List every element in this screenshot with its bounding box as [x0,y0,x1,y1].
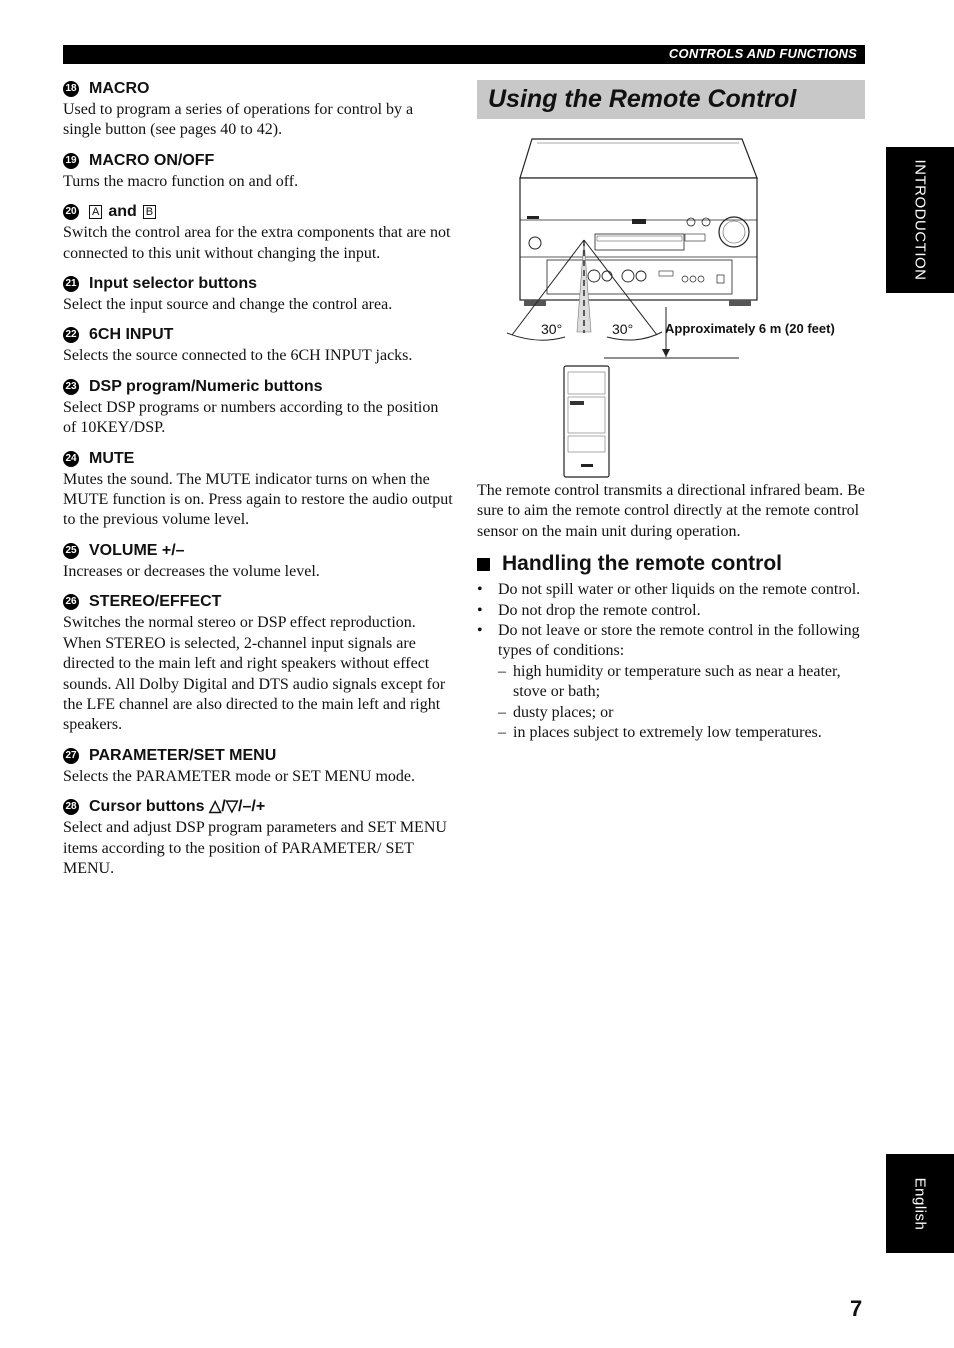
list-item: • Do not leave or store the remote control in the following types of conditions: [477,622,860,660]
item-title: MACRO ON/OFF [89,151,215,169]
section-title: Handling the remote control [502,552,783,576]
conditions-list [477,662,865,744]
item-number: 18 [63,81,79,97]
page-number: 7 [850,1296,863,1321]
intro-paragraph: The remote control transmits a directional infrared beam. Be sure to aim the remote control directly at the remote control sensor on the main unit during operation. [477,482,865,540]
item-number: 19 [63,153,79,169]
list-item: • Do not spill water or other liquids on the remote control. [477,581,861,599]
angle-right-label: 30° [612,321,634,337]
title-box [477,80,865,119]
box-b-key: B [143,205,156,219]
item-stereo-effect [63,591,453,735]
item-title: VOLUME +/– [89,541,185,559]
right-column [477,80,865,743]
item-title: Input selector buttons [89,275,257,293]
item-title: MACRO [89,80,150,97]
item-number: 27 [63,748,79,764]
item-a-and-b [63,201,453,264]
item-title: and [108,203,137,221]
item-parameter-set-menu [63,745,453,787]
side-tab-introduction [886,147,954,293]
item-number: 23 [63,379,79,395]
item-body: Selects the source connected to the 6CH INPUT jacks. [63,347,413,365]
item-6ch-input [63,324,453,366]
item-number: 24 [63,451,79,467]
item-body: Turns the macro function on and off. [63,172,299,190]
list-item: – dusty places; or [498,703,614,721]
item-number: 25 [63,543,79,559]
item-macro [63,78,453,141]
item-title: Cursor buttons △/▽/–/+ [89,798,266,816]
item-number: 22 [63,327,79,343]
remote-control-figure [477,119,865,479]
list-item: • Do not drop the remote control. [477,601,701,619]
item-input-selector [63,273,453,315]
item-body: Selects the PARAMETER mode or SET MENU mode. [63,767,415,785]
item-number: 21 [63,276,79,292]
item-body: Increases or decreases the volume level. [63,562,320,580]
list-item: – in places subject to extremely low temperatures. [498,724,822,742]
left-column [63,78,453,888]
item-cursor-buttons [63,796,453,879]
item-body: Switch the control area for the extra components that are not connected to this unit without changing the input. [63,224,451,262]
item-number: 20 [63,204,79,220]
item-body: Used to program a series of operations for control by a single button (see pages 40 to 42). [63,101,414,139]
item-dsp-program [63,376,453,439]
item-macro-on-off [63,150,453,192]
item-number: 28 [63,799,79,815]
item-mute [63,448,453,531]
distance-label: Approximately 6 m (20 feet) [665,321,835,336]
item-body: Switches the normal stereo or DSP effect reproduction. When STEREO is selected, 2-channel input signals are directed to the main left and right speakers without effect sounds. All Dolby Digital and DTS audio signals except for the LFE channel are also directed to the main left and right speakers. [63,614,446,734]
box-a-key: A [89,205,102,219]
handling-list [477,580,865,662]
item-title: DSP program/Numeric buttons [89,377,323,395]
side-tab-label: INTRODUCTION [911,159,929,281]
page-title: Using the Remote Control [488,85,797,113]
item-title: 6CH INPUT [89,326,174,344]
item-body: Mutes the sound. The MUTE indicator turns on when the MUTE function is on. Press again to restore the audio output to the previous volume level. [63,470,453,529]
side-tab-label: English [911,1177,929,1230]
item-number: 26 [63,594,79,610]
side-tab-english [886,1154,954,1253]
section-label: CONTROLS AND FUNCTIONS [668,46,857,61]
item-title: STEREO/EFFECT [89,593,222,611]
receiver-remote-diagram [477,119,865,479]
item-title: PARAMETER/SET MENU [89,746,277,764]
header-bar [63,45,865,64]
item-title: MUTE [89,449,135,467]
item-body: Select DSP programs or numbers according to the position of 10KEY/DSP. [63,398,439,437]
angle-left-label: 30° [541,321,563,337]
item-body: Select the input source and change the control area. [63,296,393,314]
item-volume [63,540,453,582]
item-body: Select and adjust DSP program parameters and SET MENU items according to the position of PARAMETER/ SET MENU. [63,819,447,877]
list-item: – high humidity or temperature such as near a heater, stove or bath; [498,662,841,701]
section-heading [477,552,865,576]
square-bullet-icon [477,558,490,571]
